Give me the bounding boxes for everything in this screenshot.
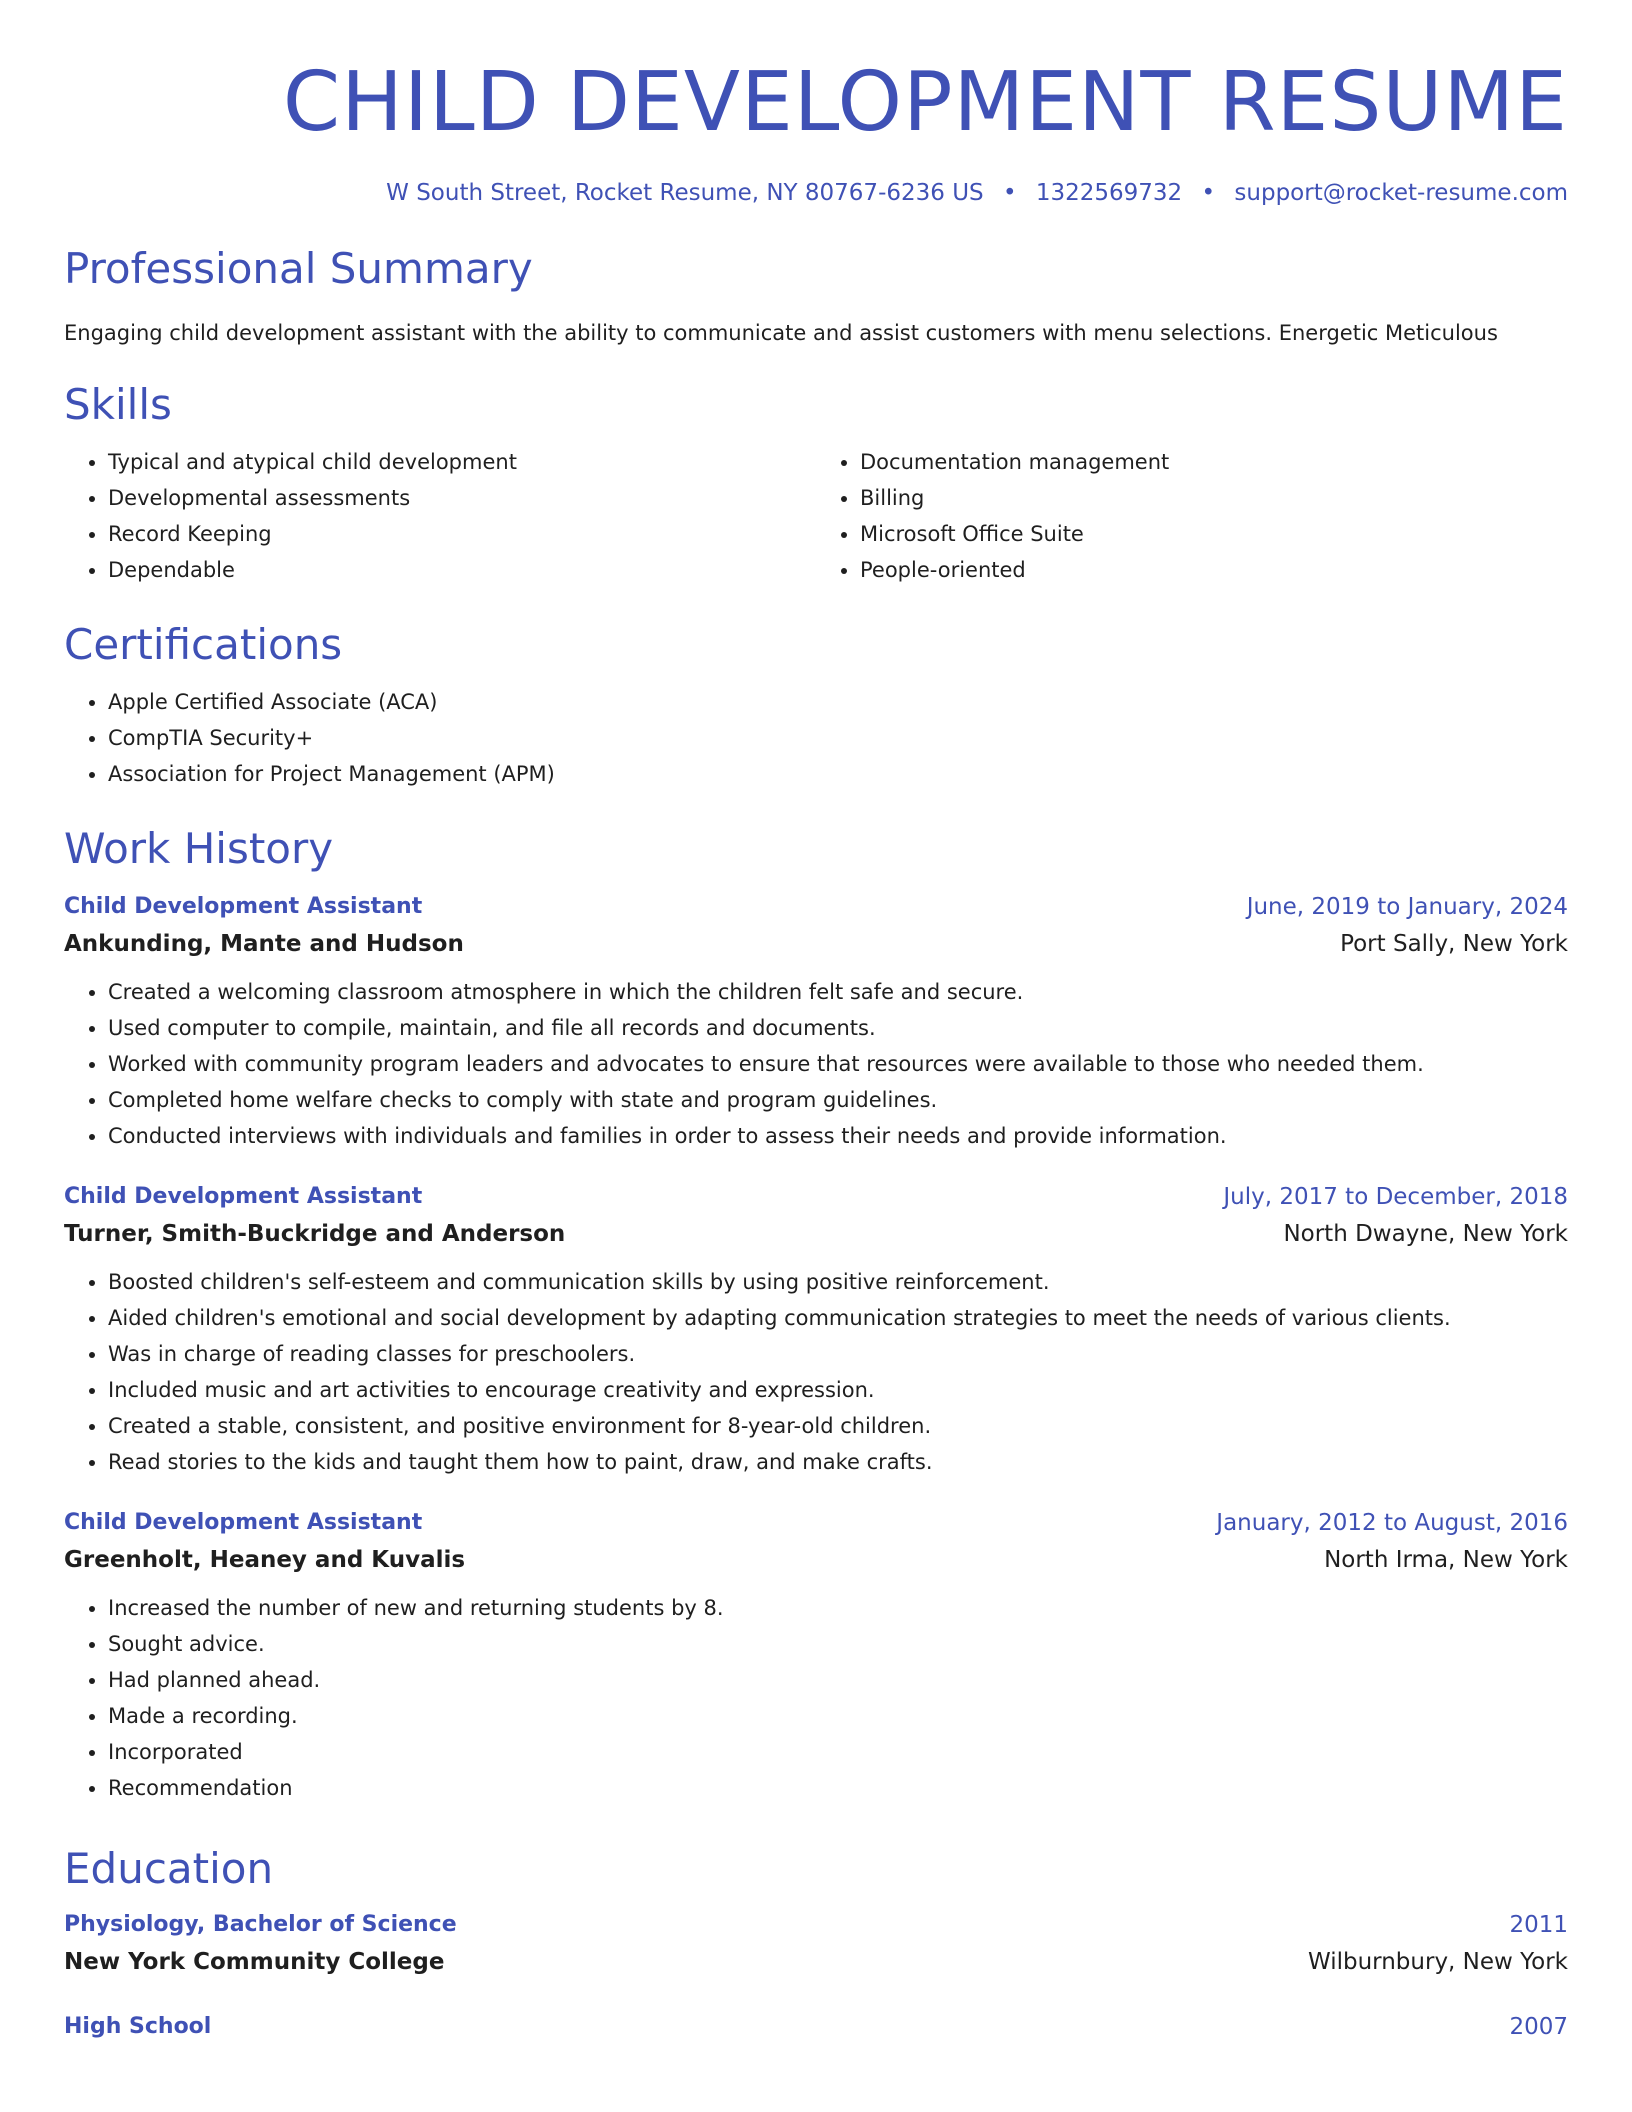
work-history-heading: Work History: [64, 824, 334, 873]
contact-separator: •: [1002, 180, 1017, 206]
certifications-heading: Certifications: [64, 620, 343, 669]
skill-item: • Developmental assessments: [108, 480, 816, 516]
job-bullet: • Incorporated: [108, 1734, 1568, 1770]
job-bullet: • Created a welcoming classroom atmosphere in which the children felt safe and secure.: [108, 974, 1568, 1010]
contact-line: [64, 180, 1568, 206]
job-location: North Dwayne, New York: [1283, 1221, 1568, 1247]
contact-address: W South Street, Rocket Resume, NY 80767-6236 US: [386, 180, 984, 206]
job-bullet: • Worked with community program leaders and advocates to ensure that resources were available to those who needed them.: [108, 1046, 1568, 1082]
job-bullet: • Read stories to the kids and taught them how to paint, draw, and make crafts.: [108, 1444, 1568, 1480]
certifications-list: [64, 684, 1568, 792]
job-bullet: • Made a recording.: [108, 1698, 1568, 1734]
job-title: Child Development Assistant: [64, 1184, 423, 1209]
skills-right-list: [816, 444, 1568, 588]
job-bullets: [64, 1264, 1568, 1480]
job-bullet: • Sought advice.: [108, 1626, 1568, 1662]
skill-item: • Dependable: [108, 552, 816, 588]
job-bullet: • Included music and art activities to encourage creativity and expression.: [108, 1372, 1568, 1408]
education-year: 2007: [1509, 2014, 1568, 2040]
certification-item: • Apple Certified Associate (ACA): [108, 684, 1568, 720]
job-title: Child Development Assistant: [64, 1510, 423, 1535]
job-location: Port Sally, New York: [1340, 931, 1568, 957]
job-bullet: • Recommendation: [108, 1770, 1568, 1806]
skills-heading: Skills: [64, 380, 172, 429]
job-bullets: [64, 974, 1568, 1154]
education-location: Wilburnbury, New York: [1307, 1949, 1568, 1975]
job-bullet: • Boosted children's self-esteem and communication skills by using positive reinforcement.: [108, 1264, 1568, 1300]
skills-left-list: [64, 444, 816, 588]
job-location: North Irma, New York: [1324, 1547, 1568, 1573]
resume-title: CHILD DEVELOPMENT RESUME: [282, 55, 1568, 150]
job-bullet: • Completed home welfare checks to comply with state and program guidelines.: [108, 1082, 1568, 1118]
certification-item: • CompTIA Security+: [108, 720, 1568, 756]
job-entry: [64, 1180, 1568, 1480]
job-bullet: • Used computer to compile, maintain, and file all records and documents.: [108, 1010, 1568, 1046]
education-year: 2011: [1509, 1912, 1568, 1938]
skill-item: • People-oriented: [860, 552, 1568, 588]
job-entry: [64, 890, 1568, 1154]
education-entry: [64, 2010, 1568, 2044]
job-bullet: • Aided children's emotional and social development by adapting communication strategies to meet the needs of various clients.: [108, 1300, 1568, 1336]
job-bullet: • Was in charge of reading classes for preschoolers.: [108, 1336, 1568, 1372]
job-dates: June, 2019 to January, 2024: [1246, 894, 1568, 920]
education-school: New York Community College: [64, 1949, 445, 1975]
education-degree: Physiology, Bachelor of Science: [64, 1912, 457, 1937]
certification-item: • Association for Project Management (APM): [108, 756, 1568, 792]
contact-phone: 1322569732: [1035, 180, 1183, 206]
job-company: Turner, Smith-Buckridge and Anderson: [64, 1221, 566, 1247]
job-bullets: [64, 1590, 1568, 1806]
summary-heading: Professional Summary: [64, 244, 533, 293]
summary-text: Engaging child development assistant with the ability to communicate and assist customers with menu selections. Energetic Meticulous: [64, 321, 1498, 345]
skill-item: • Record Keeping: [108, 516, 816, 552]
contact-email: support@rocket-resume.com: [1234, 180, 1568, 206]
resume-header: [64, 0, 1568, 206]
job-bullet: • Increased the number of new and returning students by 8.: [108, 1590, 1568, 1626]
skill-item: • Typical and atypical child development: [108, 444, 816, 480]
job-dates: January, 2012 to August, 2016: [1216, 1510, 1568, 1536]
education-entry: [64, 1908, 1568, 1982]
job-title: Child Development Assistant: [64, 894, 423, 919]
job-bullet: • Had planned ahead.: [108, 1662, 1568, 1698]
contact-separator: •: [1201, 180, 1216, 206]
job-dates: July, 2017 to December, 2018: [1223, 1184, 1568, 1210]
skill-item: • Microsoft Office Suite: [860, 516, 1568, 552]
education-degree: High School: [64, 2014, 212, 2039]
skill-item: • Billing: [860, 480, 1568, 516]
job-bullet: • Conducted interviews with individuals and families in order to assess their needs and provide information.: [108, 1118, 1568, 1154]
job-entry: [64, 1506, 1568, 1806]
skill-item: • Documentation management: [860, 444, 1568, 480]
skills-grid: [64, 444, 1568, 588]
job-company: Ankunding, Mante and Hudson: [64, 931, 464, 957]
education-heading: Education: [64, 1844, 274, 1893]
job-bullet: • Created a stable, consistent, and positive environment for 8-year-old children.: [108, 1408, 1568, 1444]
job-company: Greenholt, Heaney and Kuvalis: [64, 1547, 466, 1573]
